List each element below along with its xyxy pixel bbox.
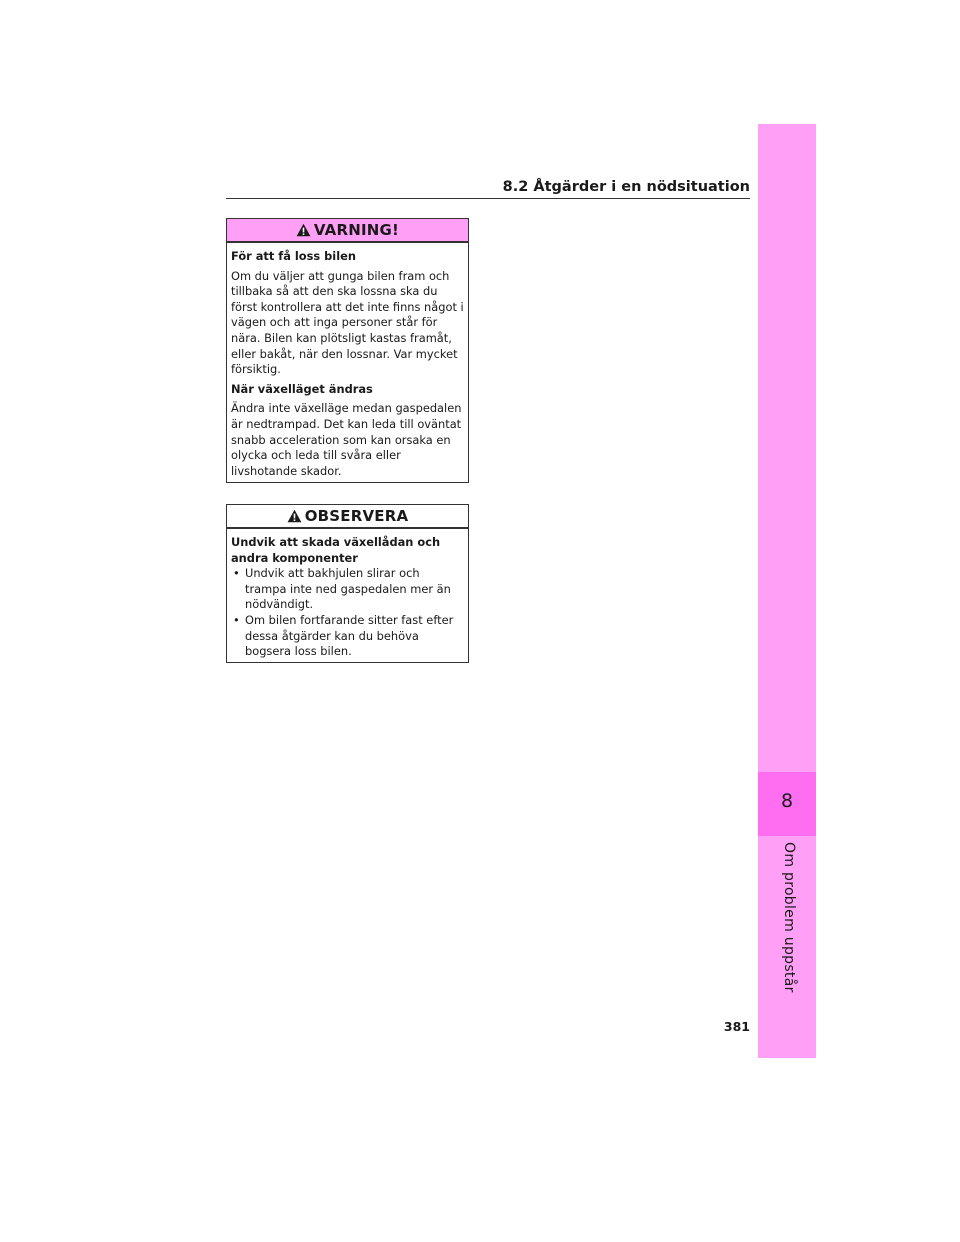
warning-triangle-icon <box>287 509 302 523</box>
warning-heading-2: När växelläget ändras <box>231 381 373 396</box>
warning-box <box>226 218 469 483</box>
section-header: 8.2 Åtgärder i en nödsituation <box>502 179 750 195</box>
header-divider <box>226 198 750 199</box>
warning-triangle-icon <box>296 223 311 237</box>
warning-header <box>227 219 468 243</box>
notice-heading: Undvik att skada växellådan och andra komponenter <box>231 535 441 565</box>
page-number: 381 <box>723 1019 750 1034</box>
notice-title: OBSERVERA <box>304 507 409 525</box>
notice-box <box>226 504 469 663</box>
notice-bullet: • Om bilen fortfarande sitter fast efter dessa åtgärder kan du behöva bogsera loss bilen. <box>231 613 464 660</box>
notice-bullet-list <box>231 566 464 660</box>
warning-text-2: Ändra inte växelläge medan gaspedalen är nedtrampad. Det kan leda till oväntat snabb acceleration som kan orsaka en olycka och leda till svåra eller livshotande skador. <box>231 401 462 478</box>
warning-title: VARNING! <box>313 221 400 239</box>
chapter-title: Om problem uppstår <box>781 842 797 993</box>
notice-header <box>227 505 468 529</box>
notice-bullet: • Undvik att bakhjulen slirar och trampa inte ned gaspedalen mer än nödvändigt. <box>231 566 464 613</box>
warning-text-1: Om du väljer att gunga bilen fram och tillbaka så att den ska lossna ska du först kontrollera att det inte finns något i vägen och att inga personer står för nära. Bilen kan plötsligt kastas framåt, eller bakåt, när den lossnar. Var mycket försiktig. <box>231 268 464 377</box>
warning-heading-1: För att få loss bilen <box>231 249 356 263</box>
chapter-number: 8 <box>780 790 794 812</box>
